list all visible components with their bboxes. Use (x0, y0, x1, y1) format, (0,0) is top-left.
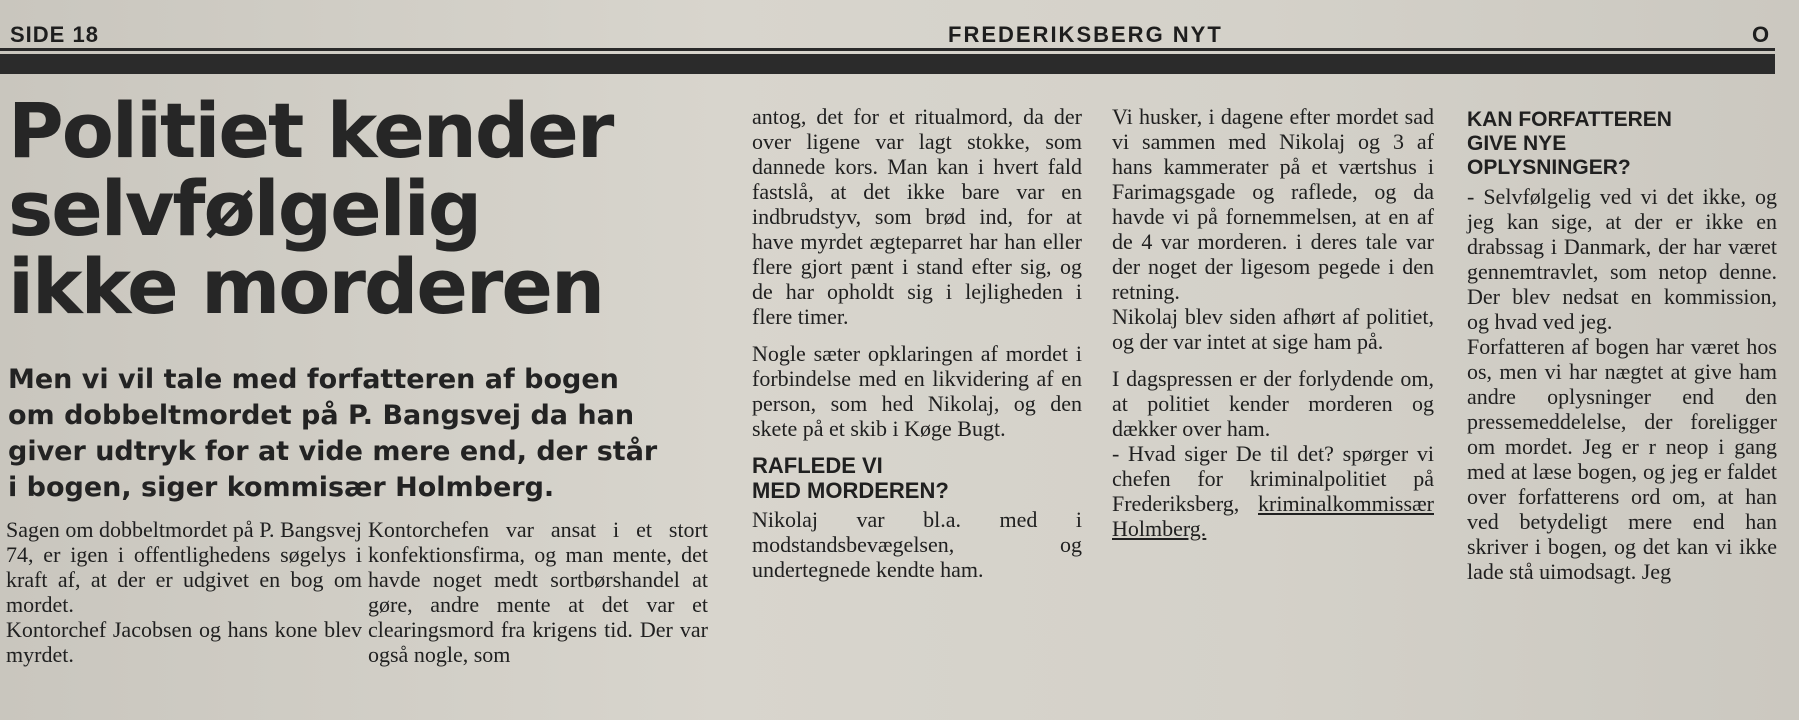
body-paragraph: Kontorchef Jacobsen og hans kone blev myrdet. (6, 617, 362, 667)
body-paragraph: I dagspressen er der forlydende om, at politiet kender morderen og dækker over ham. (1112, 366, 1434, 441)
body-paragraph: antog, det for et ritualmord, da der over ligene var lagt stokke, som dannede kors. Man kan i hvert fald fastslå, at det ikke bare var en indbrudstyv, som brød ind, for at have myrdet ægteparret har han eller flere gjort pænt i stand efter sig, og de har opholdt sig i lejligheden i flere timer. (752, 104, 1082, 329)
headline (8, 86, 738, 331)
quote-text: - Hvad siger De til det? spørger vi chefen for kriminalpolitiet på Frederiksberg, (1112, 441, 1434, 516)
body-paragraph: Kontorchefen var ansat i et stort konfektionsfirma, og man mente, det havde noget medt sortbørshandel at gøre, andre mente at det var et clearingsmord fra krigens tid. Der var også nogle, som (368, 517, 708, 667)
deck-subheadline (8, 362, 738, 506)
subheading-line: RAFLEDE VI (752, 453, 883, 478)
deck-line: i bogen, siger kommisær Holmberg. (8, 472, 555, 503)
deck-line: om dobbeltmordet på P. Bangsvej da han (8, 400, 635, 431)
subheading-line: KAN FORFATTEREN (1467, 108, 1672, 131)
deck-line: Men vi vil tale med forfatteren af bogen (8, 364, 619, 395)
article-column-2 (368, 517, 708, 679)
underlined-name: kriminalkommissær Holmberg. (1112, 491, 1434, 541)
section-subheading (1467, 108, 1777, 180)
body-paragraph: Nikolaj var bl.a. med i modstandsbevægelsen, og undertegnede kendte ham. (752, 507, 1082, 582)
headline-line: Politiet kender (8, 86, 613, 175)
headline-line: selvfølgelig (8, 164, 481, 253)
subheading-line: GIVE NYE (1467, 132, 1567, 155)
body-paragraph: Vi husker, i dagene efter mordet sad vi sammen med Nikolaj og 3 af hans kammerater på et værtshus i Farimagsgade og raflede, og da havde vi på fornemmelsen, at en af de 4 var morderen. i deres tale var der noget der ligesom pegede i den retning. (1112, 104, 1434, 304)
headline-line: ikke morderen (8, 242, 604, 331)
section-subheading (752, 453, 1082, 503)
body-paragraph: - Selvfølgelig ved vi det ikke, og jeg kan sige, at der er ikke en drabssag i Danmark, der har været gennemtravlet, som netop denne. Der blev nedsat en kommission, og hvad ved jeg. (1467, 184, 1777, 334)
body-paragraph: Nogle sæter opklaringen af mordet i forbindelse med en likvidering af en person, som hed Nikolaj, og den skete på et skib i Køge Bugt. (752, 341, 1082, 441)
article-column-3 (752, 104, 1082, 594)
masthead-thin-rule (0, 48, 1775, 51)
corner-mark: O (1752, 22, 1770, 47)
subheading-line: OPLYSNINGER? (1467, 156, 1631, 179)
article-column-5 (1467, 104, 1777, 596)
deck-line: giver udtryk for at vide mere end, der står (8, 436, 658, 467)
body-paragraph-quote (1112, 441, 1434, 541)
newspaper-name: FREDERIKSBERG NYT (948, 22, 1223, 47)
masthead (0, 14, 1775, 48)
body-paragraph: Nikolaj blev siden afhørt af politiet, og der var intet at sige ham på. (1112, 304, 1434, 354)
masthead-thick-rule (0, 54, 1775, 74)
page-number-label: SIDE 18 (10, 22, 99, 47)
article-column-4 (1112, 104, 1434, 553)
body-paragraph: Sagen om dobbeltmordet på P. Bangsvej 74, er igen i offentlighedens søgelys i kraft af, at der er udgivet en bog om mordet. (6, 517, 362, 617)
article-column-1 (6, 517, 362, 679)
subheading-line: MED MORDEREN? (752, 478, 949, 503)
body-paragraph: Forfatteren af bogen har været hos os, men vi har nægtet at give ham andre oplysninger end den pressemeddelelse, der foreligger om mordet. Jeg er r neop i gang med at læse bogen, og jeg er faldet over forfatterens ord om, at han ved betydeligt mere end han skriver i bogen, og det kan vi ikke lade stå uimodsagt. Jeg (1467, 334, 1777, 584)
